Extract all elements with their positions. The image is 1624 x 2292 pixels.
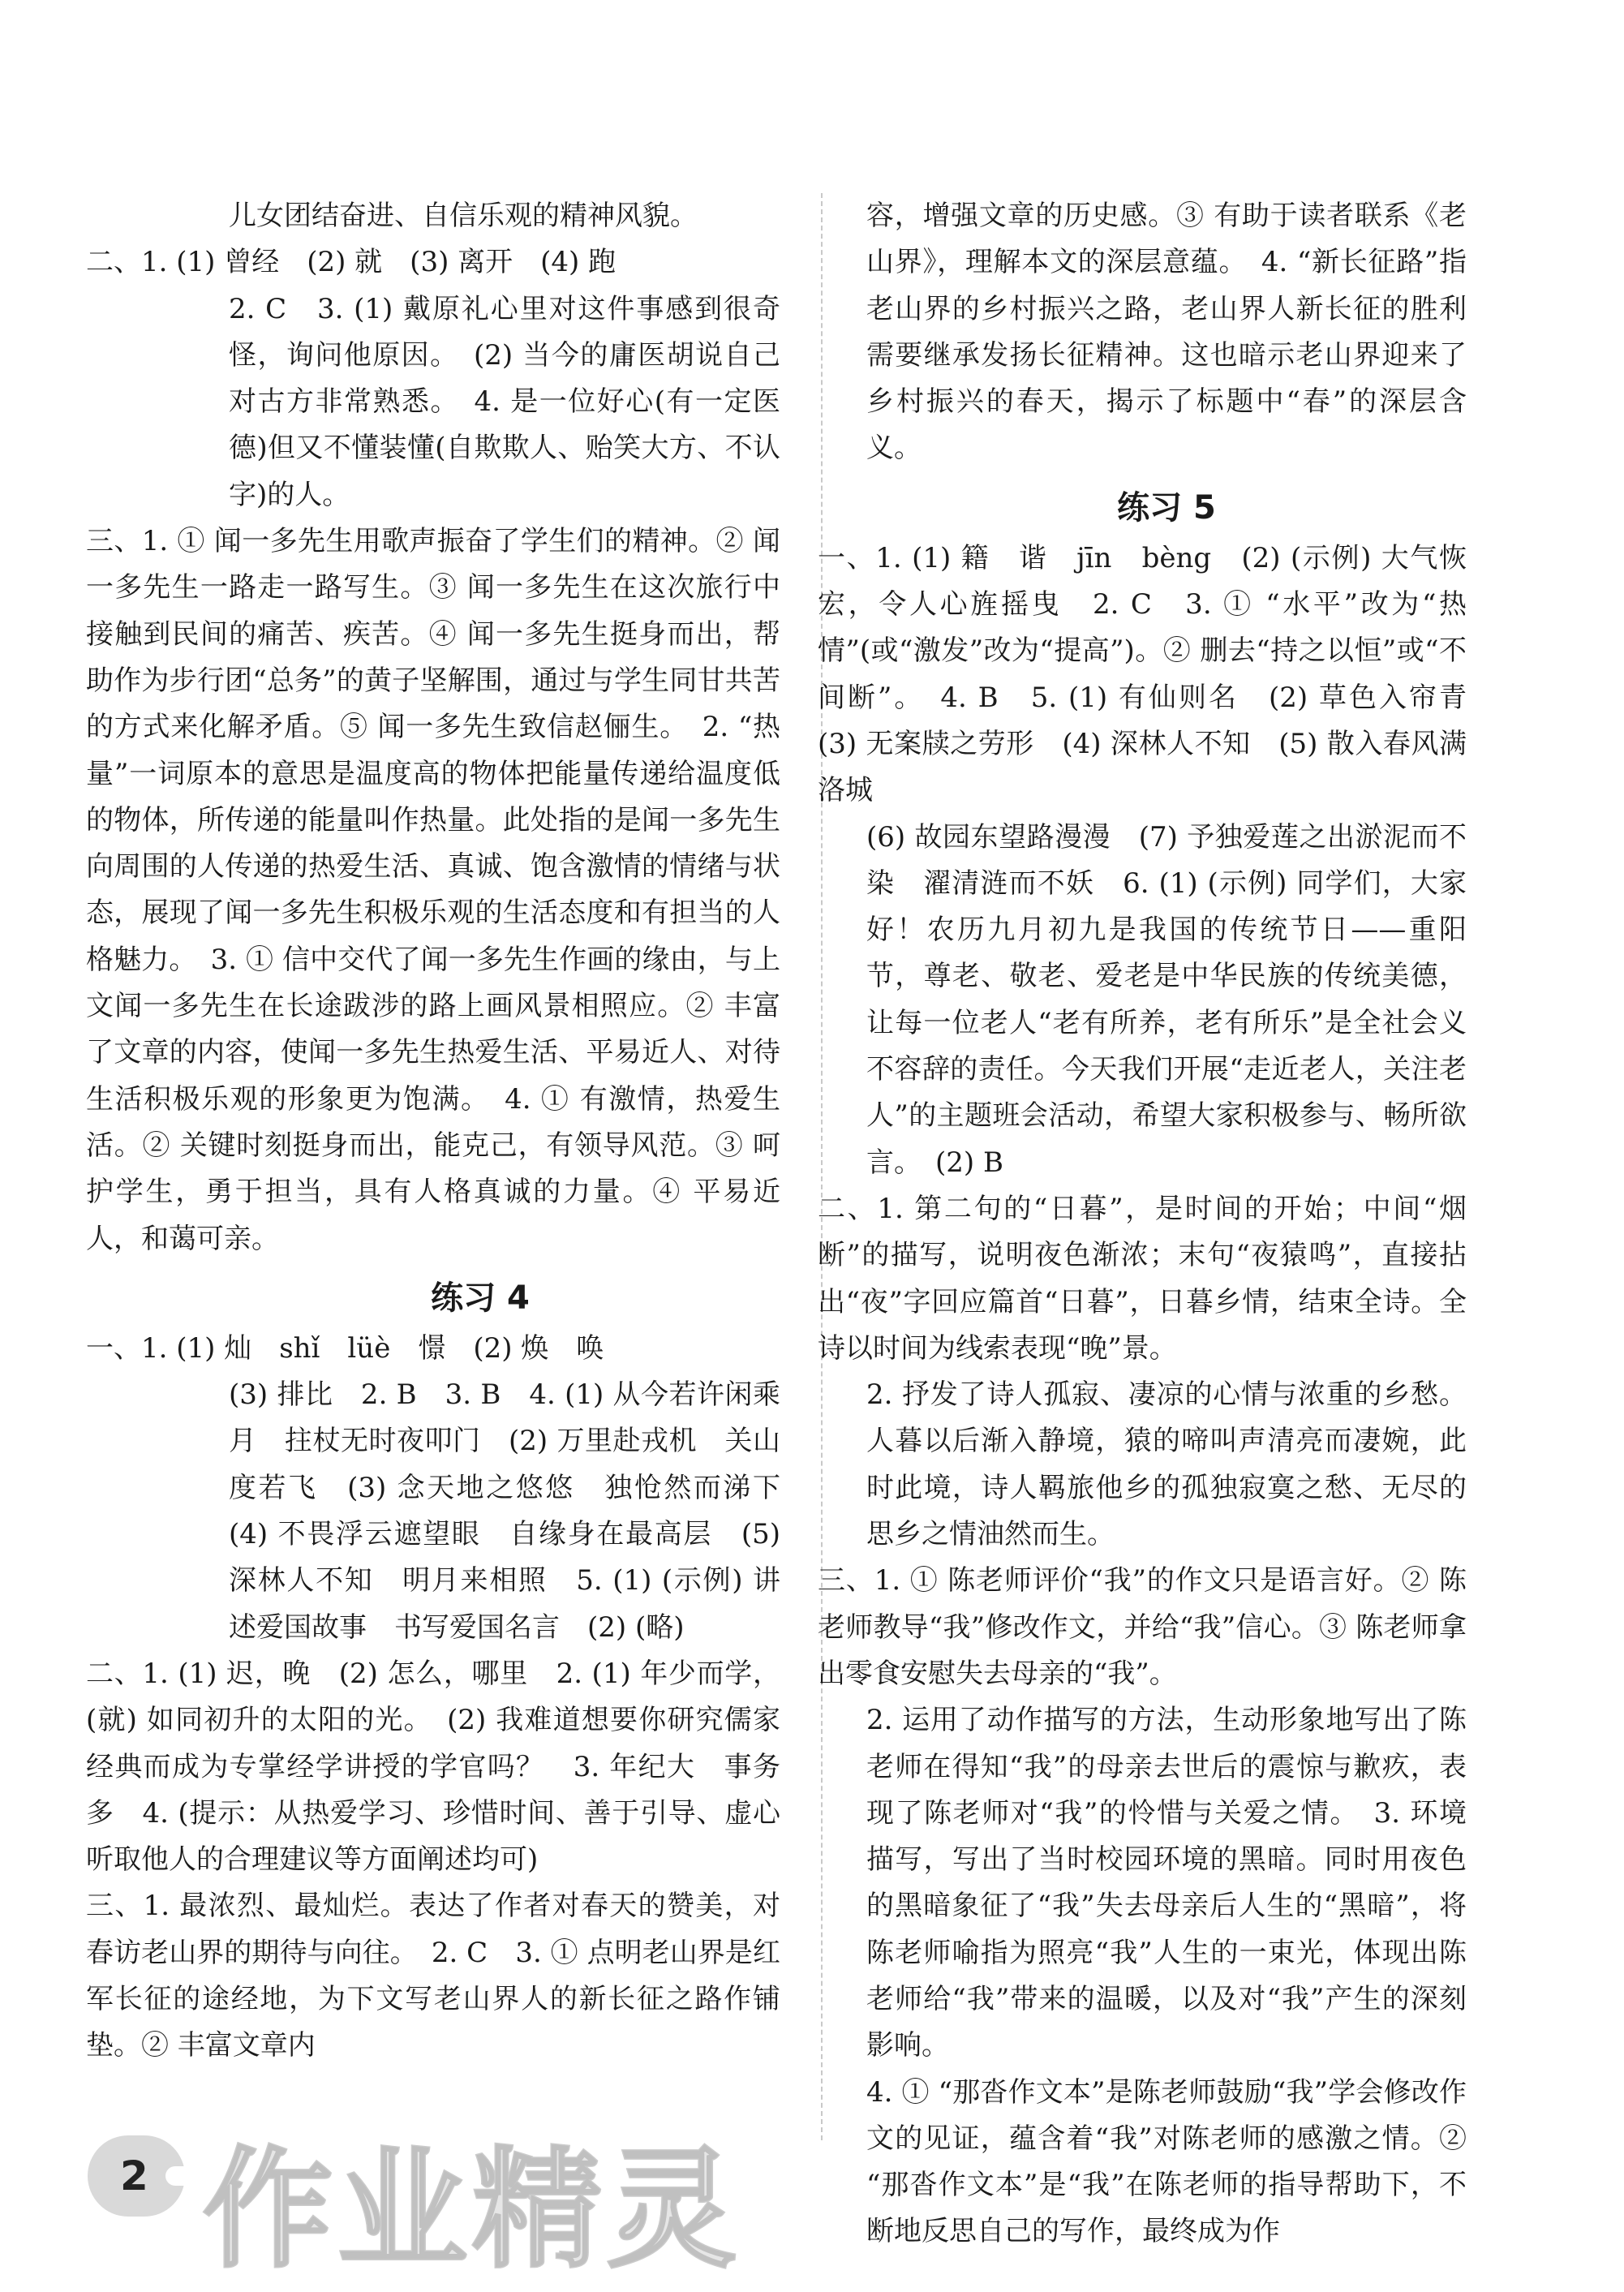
answer-paragraph: 2. 运用了动作描写的方法，生动形象地写出了陈老师在得知“我”的母亲去世后的震惊与歉疚，表现了陈老师对“我”的怜惜与关爱之情。 3. 环境描写，写出了当时校园环境的黑暗。同时用夜色的黑暗象征了“我”失去母亲后人生的“黑暗”，将陈老师喻指为照亮“我”人生的一束光，体现出陈老师给“我”带来的温暖，以及对“我”产生的深刻影响。	[866, 1704, 1467, 2062]
page-number: 2	[120, 2152, 148, 2200]
answer-paragraph: 2. 抒发了诗人孤寂、凄凉的心情与浓重的乡愁。人暮以后渐入静境，猿的啼叫声清亮而凄婉，此时此境，诗人羁旅他乡的孤独寂寞之愁、无尽的思乡之情油然而生。	[866, 1378, 1467, 1551]
answer-paragraph: 二、1. (1) 曾经 (2) 就 (3) 离开 (4) 跑	[86, 246, 617, 279]
section-heading-exercise-4: 练习 4	[431, 1279, 530, 1317]
answer-paragraph: 三、1. 最浓烈、最灿烂。表达了作者对春天的赞美，对春访老山界的期待与向往。 2. C 3. ① 点明老山界是红军长征的途经地，为下文写老山界人的新长征之路作铺垫。② 丰富文章内	[86, 1890, 780, 2062]
right-column	[818, 193, 1494, 2255]
page-number-badge	[88, 2135, 185, 2217]
section-heading-exercise-5: 练习 5	[1117, 488, 1216, 527]
answer-paragraph: 容，增强文章的历史感。③ 有助于读者联系《老山界》，理解本文的深层意蕴。 4. “新长征路”指老山界的乡村振兴之路，老山界人新长征的胜利需要继承发扬长征精神。这也暗示老山界迎来了乡村振兴的春天，揭示了标题中“春”的深层含义。	[866, 200, 1467, 465]
answer-paragraph: 一、1. (1) 灿 shǐ lüè 憬 (2) 焕 唤	[86, 1331, 604, 1365]
answer-paragraph: 三、1. ① 闻一多先生用歌声振奋了学生们的精神。② 闻一多先生一路走一路写生。③ 闻一多先生在这次旅行中接触到民间的痛苦、疾苦。④ 闻一多先生挺身而出，帮助作为步行团“总务”的黄子坚解围，通过与学生同甘共苦的方式来化解矛盾。⑤ 闻一多先生致信赵俪生。 2. “热量”一词原本的意思是温度高的物体把能量传递给温度低的物体，所传递的能量叫作热量。此处指的是闻一多先生向周围的人传递的热爱生活、真诚、饱含激情的情绪与状态，展现了闻一多先生积极乐观的生活态度和有担当的人格魅力。 3. ① 信中交代了闻一多先生作画的缘由，与上文闻一多先生在长途跋涉的路上画风景相照应。② 丰富了文章的内容，使闻一多先生热爱生活、平易近人、对待生活积极乐观的形象更为饱满。 4. ① 有激情，热爱生活。② 关键时刻挺身而出，能克己，有领导风范。③ 呵护学生，勇于担当，具有人格真诚的力量。④ 平易近人，和蔼可亲。	[86, 525, 780, 1255]
answer-paragraph: 儿女团结奋进、自信乐观的精神风貌。	[229, 200, 698, 232]
watermark-logo: 作业精灵	[203, 2134, 742, 2286]
answer-paragraph: 一、1. (1) 籍 谐 jīn bèng (2) (示例) 大气恢宏，令人心旌摇曳 2. C 3. ① “水平”改为“热情”(或“激发”改为“提高”)。② 删去“持之以恒”或“不间断”。 4. B 5. (1) 有仙则名 (2) 草色入帘青 (3) 无案牍之劳形 (4) 深林人不知 (5) 散入春风满洛城	[818, 541, 1494, 807]
answer-paragraph: 三、1. ① 陈老师评价“我”的作文只是语言好。② 陈老师教导“我”修改作文，并给“我”信心。③ 陈老师拿出零食安慰失去母亲的“我”。	[818, 1564, 1467, 1690]
answer-paragraph: 二、1. (1) 迟，晚 (2) 怎么，哪里 2. (1) 年少而学，(就) 如同初升的太阳的光。 (2) 我难道想要你研究儒家经典而成为专掌经学讲授的学官吗？ 3. 年纪大 事务多 4. (提示：从热爱学习、珍惜时间、善于引导、虚心听取他人的合理建议等方面阐述均可)	[86, 1657, 780, 1877]
left-column	[86, 193, 808, 2070]
answer-paragraph: (6) 故园东望路漫漫 (7) 予独爱莲之出淤泥而不染 濯清涟而不妖 6. (1) (示例) 同学们，大家好！农历九月初九是我国的传统节日——重阳节，尊老、敬老、爱老是中华民族的传统美德，让每一位老人“老有所养，老有所乐”是全社会义不容辞的责任。今天我们开展“走近老人，关注老人”的主题班会活动，希望大家积极参与、畅所欲言。 (2) B	[866, 820, 1467, 1179]
answer-paragraph: 二、1. 第二句的“日暮”，是时间的开始；中间“烟断”的描写，说明夜色渐浓；末句“夜猿鸣”，直接拈出“夜”字回应篇首“日暮”，日暮乡情，结束全诗。全诗以时间为线索表现“晚”景。	[818, 1192, 1467, 1365]
answer-paragraph: 4. ① “那沓作文本”是陈老师鼓励“我”学会修改作文的见证，蕴含着“我”对陈老师的感激之情。② “那沓作文本”是“我”在陈老师的指导帮助下，不断地反思自己的写作，最终成为作	[866, 2075, 1467, 2248]
answer-paragraph: (3) 排比 2. B 3. B 4. (1) 从今若许闲乘月 拄杖无时夜叩门 (2) 万里赴戎机 关山度若飞 (3) 念天地之悠悠 独怆然而涕下 (4) 不畏浮云遮望眼 自缘身在最高层 (5) 深林人不知 明月来相照 5. (1) (示例) 讲述爱国故事 书写爱国名言 (2) (略)	[229, 1378, 808, 1644]
column-divider	[821, 193, 823, 2140]
answer-paragraph: 2. C 3. (1) 戴原礼心里对这件事感到很奇怪，询问他原因。 (2) 当今的庸医胡说自己对古方非常熟悉。 4. 是一位好心(有一定医德)但又不懂装懂(自欺欺人、贻笑大方、不认字)的人。	[229, 292, 780, 511]
